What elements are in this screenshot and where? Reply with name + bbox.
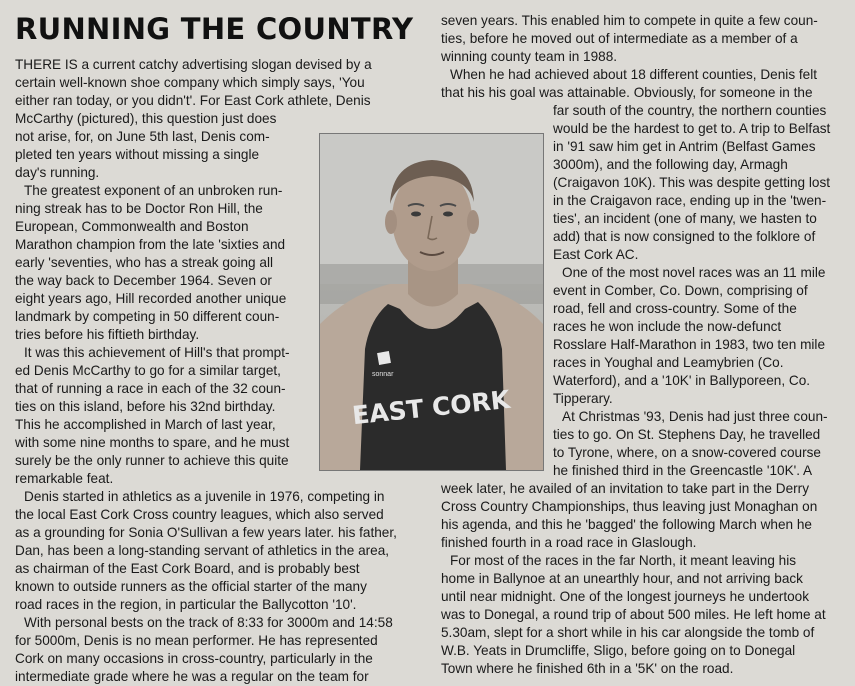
text-line: Rosslare Half-Marathon in 1983, two ten mile — [553, 337, 826, 352]
text-line: For most of the races in the far North, it meant leaving his — [450, 553, 797, 568]
text-line: Cross Country Championships, thus leaving just Monaghan on — [441, 499, 818, 514]
text-line: as a grounding for Sonia O'Sullivan a few years later. his father, — [15, 525, 397, 540]
text-line: McCarthy (pictured), this question just does — [15, 111, 277, 126]
text-line: add) that is now consigned to the folklore of — [553, 229, 816, 244]
text-line: road races in the region, in particular the Ballycotton '10'. — [15, 597, 357, 612]
text-line: for 5000m, Denis is no mean performer. He has represented — [15, 633, 378, 648]
text-line: Marathon champion from the late 'sixties and — [15, 237, 286, 252]
text-line: One of the most novel races was an 11 mile — [562, 265, 826, 280]
text-line: he finished third in the Greencastle '10K'. A — [553, 463, 813, 478]
text-line: his agenda, and this he 'bagged' the following March when he — [441, 517, 812, 532]
text-line: until near midnight. One of the longest journeys he undertook — [441, 589, 810, 604]
text-line: week later, he availed of an invitation to take part in the Derry — [441, 481, 809, 496]
text-line: in the Craigavon race, ending up in the 'twen- — [553, 193, 827, 208]
text-line: Dan, has been a long-standing servant of athletics in the area, — [15, 543, 390, 558]
text-line: eight years ago, Hill recorded another unique — [15, 291, 287, 306]
text-line: W.B. Yeats in Drumcliffe, Sligo, before going on to Donegal — [441, 643, 796, 658]
text-line: Town where he finished 6th in a '5K' on the road. — [441, 661, 734, 676]
text-line: Tipperary. — [553, 391, 613, 406]
text-line: ties to go. On St. Stephens Day, he travelled — [553, 427, 821, 442]
text-line: 5.30am, slept for a short while in his car alongside the tomb of — [441, 625, 815, 640]
text-line: landmark by competing in 50 different coun- — [15, 309, 280, 324]
text-line: either ran today, or you didn't'. For East Cork athlete, Denis — [15, 93, 371, 108]
text-line: with some nine months to spare, and he must — [15, 435, 290, 450]
text-line: THERE IS a current catchy advertising slogan devised by a — [15, 57, 372, 72]
text-line: races he won include the now-defunct — [553, 319, 782, 334]
text-line: It was this achievement of Hill's that prompt- — [24, 345, 290, 360]
text-line: races in Youghal and Leamybrien (Co. — [553, 355, 784, 370]
text-line: in '91 saw him get in Antrim (Belfast Games — [553, 139, 816, 154]
text-line: early 'seventies, who has a streak going all — [15, 255, 273, 270]
text-line: far south of the country, the northern counties — [553, 103, 827, 118]
text-line: When he had achieved about 18 different counties, Denis felt — [450, 67, 818, 82]
text-line: Denis started in athletics as a juvenile in 1976, competing in — [24, 489, 385, 504]
text-line: East Cork AC. — [553, 247, 639, 262]
text-line: 3000m), and the following day, Armagh — [553, 157, 788, 172]
text-line: Cork on many occasions in cross-country, particularly in the — [15, 651, 373, 666]
text-line: that of running a race in each of the 32 coun- — [15, 381, 286, 396]
text-line: certain well-known shoe company which simply says, 'You — [15, 75, 365, 90]
text-line: At Christmas '93, Denis had just three coun- — [562, 409, 828, 424]
athlete-portrait-image — [320, 134, 543, 470]
text-line: the way back to December 1964. Seven or — [15, 273, 272, 288]
athlete-photo — [319, 133, 544, 471]
text-line: home in Ballynoe at an unearthly hour, and not arriving back — [441, 571, 803, 586]
text-line: that his his goal was attainable. Obviously, for someone in the — [441, 85, 813, 100]
text-line: European, Commonwealth and Boston — [15, 219, 249, 234]
text-line: ties on this island, before his 32nd birthday. — [15, 399, 276, 414]
text-line: pleted ten years without missing a single — [15, 147, 260, 162]
text-line: ties', an incident (one of many, we hasten to — [553, 211, 817, 226]
text-line: road, fell and cross-country. Some of the — [553, 301, 797, 316]
text-line: as chairman of the East Cork Board, and is probably best — [15, 561, 360, 576]
text-line: was to Donegal, a round trip of about 500 miles. He left home at — [441, 607, 826, 622]
text-line: ed Denis McCarthy to go for a similar target, — [15, 363, 281, 378]
text-line: This he accomplished in March of last year, — [15, 417, 276, 432]
text-line: surely be the only runner to achieve this quite — [15, 453, 289, 468]
headline: RUNNING THE COUNTRY — [15, 12, 414, 46]
vest-logo: sonnar — [372, 371, 394, 378]
text-line: Waterford), and a '10K' in Ballyporeen, Co. — [553, 373, 811, 388]
text-line: to Tyrone, where, on a snow-covered course — [553, 445, 821, 460]
vest-text: EAST CORK — [350, 384, 512, 431]
text-line: remarkable feat. — [15, 471, 114, 486]
text-line: would be the hardest to get to. A trip to Belfast — [553, 121, 831, 136]
text-line: day's running. — [15, 165, 100, 180]
text-line: ties, before he moved out of intermediate as a member of a — [441, 31, 798, 46]
text-line: (Craigavon 10K). This was despite getting lost — [553, 175, 831, 190]
text-line: seven years. This enabled him to compete in quite a few coun- — [441, 13, 818, 28]
text-line: event in Comber, Co. Down, comprising of — [553, 283, 808, 298]
text-line: The greatest exponent of an unbroken run- — [24, 183, 283, 198]
text-line: With personal bests on the track of 8:33 for 3000m and 14:58 — [24, 615, 393, 630]
text-line: winning county team in 1988. — [441, 49, 618, 64]
text-line: not arise, for, on June 5th last, Denis com- — [15, 129, 270, 144]
text-line: the local East Cork Cross country leagues, which also served — [15, 507, 384, 522]
text-line: intermediate grade where he was a regular on the team for — [15, 669, 369, 684]
text-line: tries before his fiftieth birthday. — [15, 327, 200, 342]
text-line: known to outside runners as the official starter of the many — [15, 579, 367, 594]
text-line: ning streak has to be Doctor Ron Hill, the — [15, 201, 263, 216]
text-line: finished fourth in a road race in Glaslough. — [441, 535, 697, 550]
